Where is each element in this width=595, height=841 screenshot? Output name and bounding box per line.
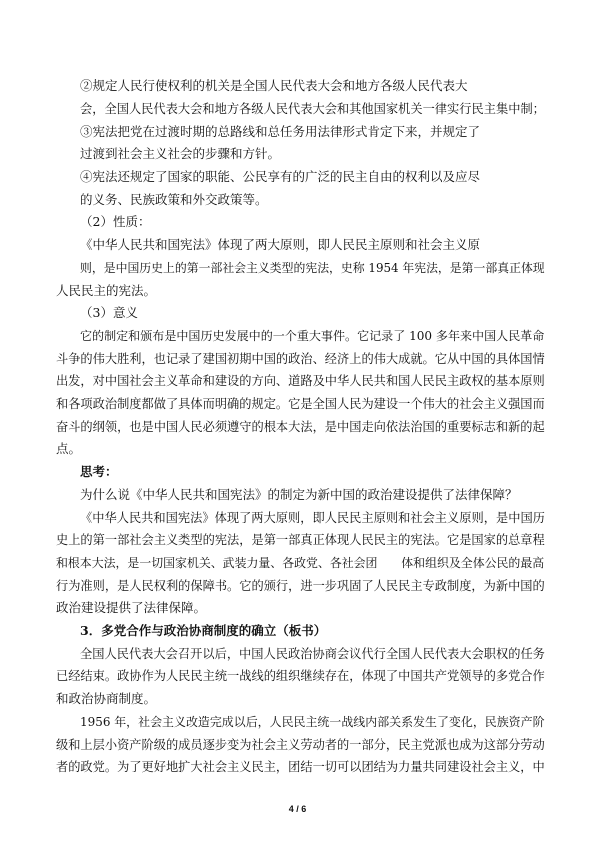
text-line: 1956 年，社会主义改造完成以后，人民民主统一战线内部关系发生了变化，民族资产阶 [80,715,545,729]
think-heading: 思考： [80,464,118,479]
text-line: 斗争的伟大胜利，也记录了建国初期中国的政治、经济上的伟大成就。它从中国的具体国情 [56,352,545,366]
text-line: 过渡到社会主义社会的步骤和方针。 [80,146,281,161]
text-line: 和根本大法，是一切国家机关、武装力量、各政党、各社会团 体和组织及全体公民的最高 [56,556,545,570]
section-heading: 3．多党合作与政治协商制度的确立（板书） [80,623,327,638]
text-line: 和各项政治制度都做了具体而明确的规定。它是全国人民为建设一个伟大的社会主义强国而 [56,397,545,411]
question-line: 为什么说《中华人民共和国宪法》的制定为新中国的政治建设提供了法律保障？ [80,487,518,502]
text-line: 它的制定和颁布是中国历史发展中的一个重大事件。它记录了 100 多年来中国人民革命 [80,329,545,343]
text-line: 已经结束。政协作为人民民主统一战线的组织继续存在，体现了中国共产党领导的多党合作 [56,669,545,683]
text-line: ④宪法还规定了国家的职能、公民享有的广泛的民主自由的权利以及应尽 [80,169,481,184]
section-heading: （2）性质： [80,214,151,229]
text-line: ②规定人民行使权利的机关是全国人民代表大会和地方各级人民代表大 [80,78,468,93]
text-line: 行为准则，是人民权利的保障书。它的颁行，进一步巩固了人民民主专政制度，为新中国的 [56,579,545,593]
text-line: 会，全国人民代表大会和地方各级人民代表大会和其他国家机关一律实行民主集中制； [80,102,545,116]
text-line: 人民民主的宪法。 [56,283,157,298]
section-heading: （3）意义 [80,305,138,320]
text-line: 奋斗的纲领，也是中国人民必须遵守的根本大法，是中国走向依法治国的重要标志和新的起 [56,420,545,434]
text-line: 全国人民代表大会召开以后，中国人民政治协商会议代行全国人民代表大会职权的任务 [80,647,545,661]
text-line: 和政治协商制度。 [56,691,157,706]
text-line: 史上的第一部社会主义类型的宪法，是第一部真正体现人民民主的宪法。它是国家的总章程 [56,533,545,547]
text-line: 级和上层小资产阶级的成员逐步变为社会主义劳动者的一部分，民主党派也成为这部分劳动 [56,738,545,752]
text-line: 者的政党。为了更好地扩大社会主义民主，团结一切可以团结为力量共同建设社会主义，中 [56,760,545,774]
text-line: 则，是中国历史上的第一部社会主义类型的宪法，史称 1954 年宪法，是第一部真正体现 [80,261,545,275]
page-number: 4 / 6 [288,804,307,814]
text-line: 出发，对中国社会主义革命和建设的方向、道路及中华人民共和国人民民主政权的基本原则 [56,374,545,388]
text-line: 点。 [56,441,82,456]
text-line: 政治建设提供了法律保障。 [56,600,207,615]
text-line: 的义务、民族政策和外交政策等。 [80,192,268,207]
text-line: ③宪法把党在过渡时期的总路线和总任务用法律形式肯定下来，并规定了 [80,124,481,139]
text-line: 《中华人民共和国宪法》体现了两大原则，即人民民主原则和社会主义原则，是中国历 [80,511,545,525]
text-line: 《中华人民共和国宪法》体现了两大原则，即人民民主原则和社会主义原 [80,237,481,252]
